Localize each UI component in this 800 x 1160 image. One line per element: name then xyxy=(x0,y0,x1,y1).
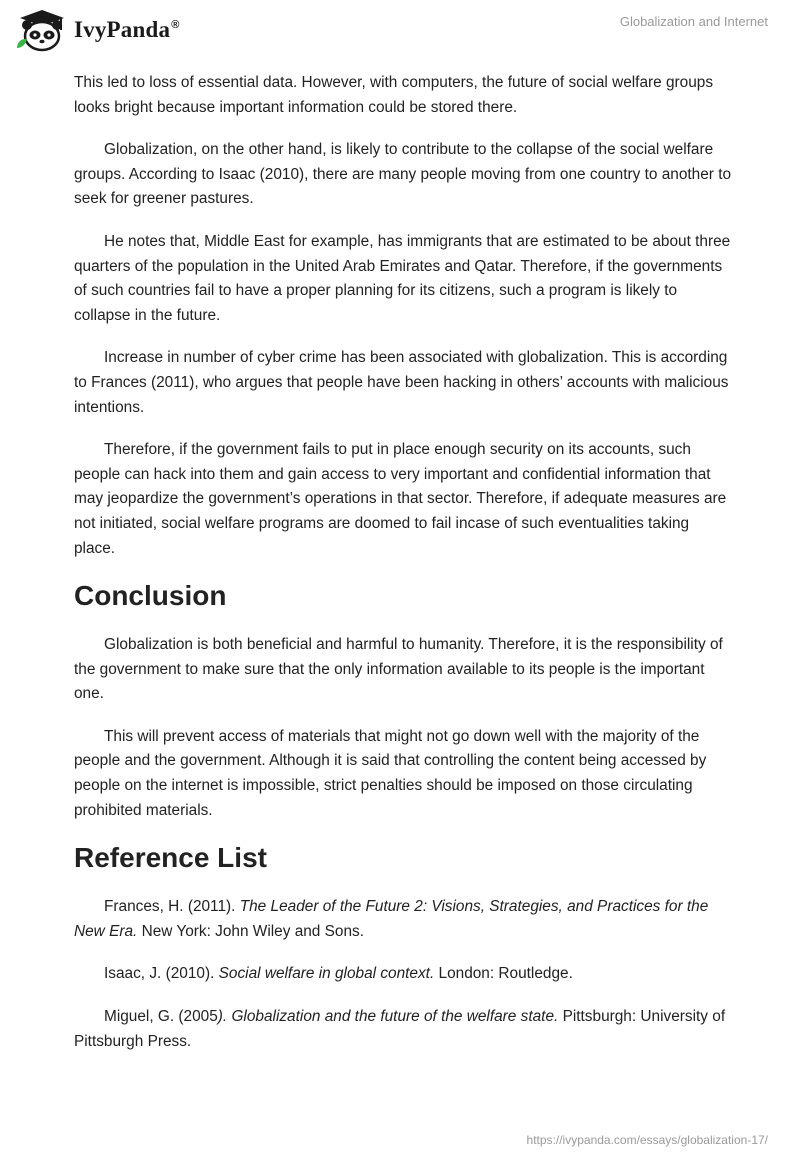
paragraph: He notes that, Middle East for example, has immigrants that are estimated to be about three quarters of the population in the United Arab Emirates and Qatar. Therefore, if the governments of such countries fail to have a proper planning for its citizens, such a program is likely to collapse in the future. xyxy=(74,232,731,324)
reference-author: Frances, H. (2011). xyxy=(104,898,240,916)
reference-item xyxy=(74,1005,734,1054)
document-title: Globalization and Internet xyxy=(619,14,768,29)
paragraph: Globalization, on the other hand, is likely to contribute to the collapse of the social welfare groups. According to Isaac (2010), there are many people moving from one country to another to seek for greener pastures. xyxy=(74,141,732,208)
paragraph: This will prevent access of materials that might not go down well with the majority of the people and the government. Although it is said that controlling the content being accessed by people on the internet is impossible, strict penalties should be imposed on those circulating prohibited materials. xyxy=(74,727,707,819)
reference-title: Social welfare in global context. xyxy=(218,965,435,983)
reference-publisher: London: Routledge. xyxy=(434,965,573,983)
reference-author: Isaac, J. (2010). xyxy=(104,965,219,983)
paragraph: Globalization is both beneficial and harmful to humanity. Therefore, it is the responsibility of the government to make sure that the only information available to its people is the important one. xyxy=(74,636,723,703)
logo-wordmark: IvyPanda® xyxy=(74,17,180,42)
reference-author: Miguel, G. (2005 xyxy=(104,1008,218,1026)
reference-title: The Leader of the Future 2: Visions, Strategies, and Practices for the New Era. xyxy=(74,898,709,940)
reference-publisher: New York: John Wiley and Sons. xyxy=(137,922,364,940)
page-header xyxy=(0,0,800,70)
essay-content xyxy=(74,71,734,1072)
reference-list-heading: Reference List xyxy=(74,842,267,874)
conclusion-heading: Conclusion xyxy=(74,580,227,612)
reference-title: ). Globalization and the future of the welfare state. xyxy=(217,1008,559,1026)
panda-graduate-icon xyxy=(14,8,70,52)
reference-item xyxy=(74,962,734,987)
reference-item xyxy=(74,895,734,944)
paragraph: Increase in number of cyber crime has been associated with globalization. This is according to Frances (2011), who argues that people have been hacking in others’ accounts with malicious intentions. xyxy=(74,349,729,416)
paragraph: This led to loss of essential data. However, with computers, the future of social welfare groups looks bright because important information could be stored there. xyxy=(74,74,714,116)
reference-publisher: Pittsburgh: University of Pittsburgh Press. xyxy=(74,1008,726,1050)
source-url-link[interactable]: https://ivypanda.com/essays/globalization-17/ xyxy=(526,1133,768,1147)
ivypanda-logo[interactable] xyxy=(14,8,180,52)
paragraph: Therefore, if the government fails to put in place enough security on its accounts, such people can hack into them and gain access to very important and confidential information that may jeopardize the government’s operations in that sector. Therefore, if adequate measures are not initiated, social welfare programs are doomed to fail incase of such eventualities taking place. xyxy=(74,441,727,557)
